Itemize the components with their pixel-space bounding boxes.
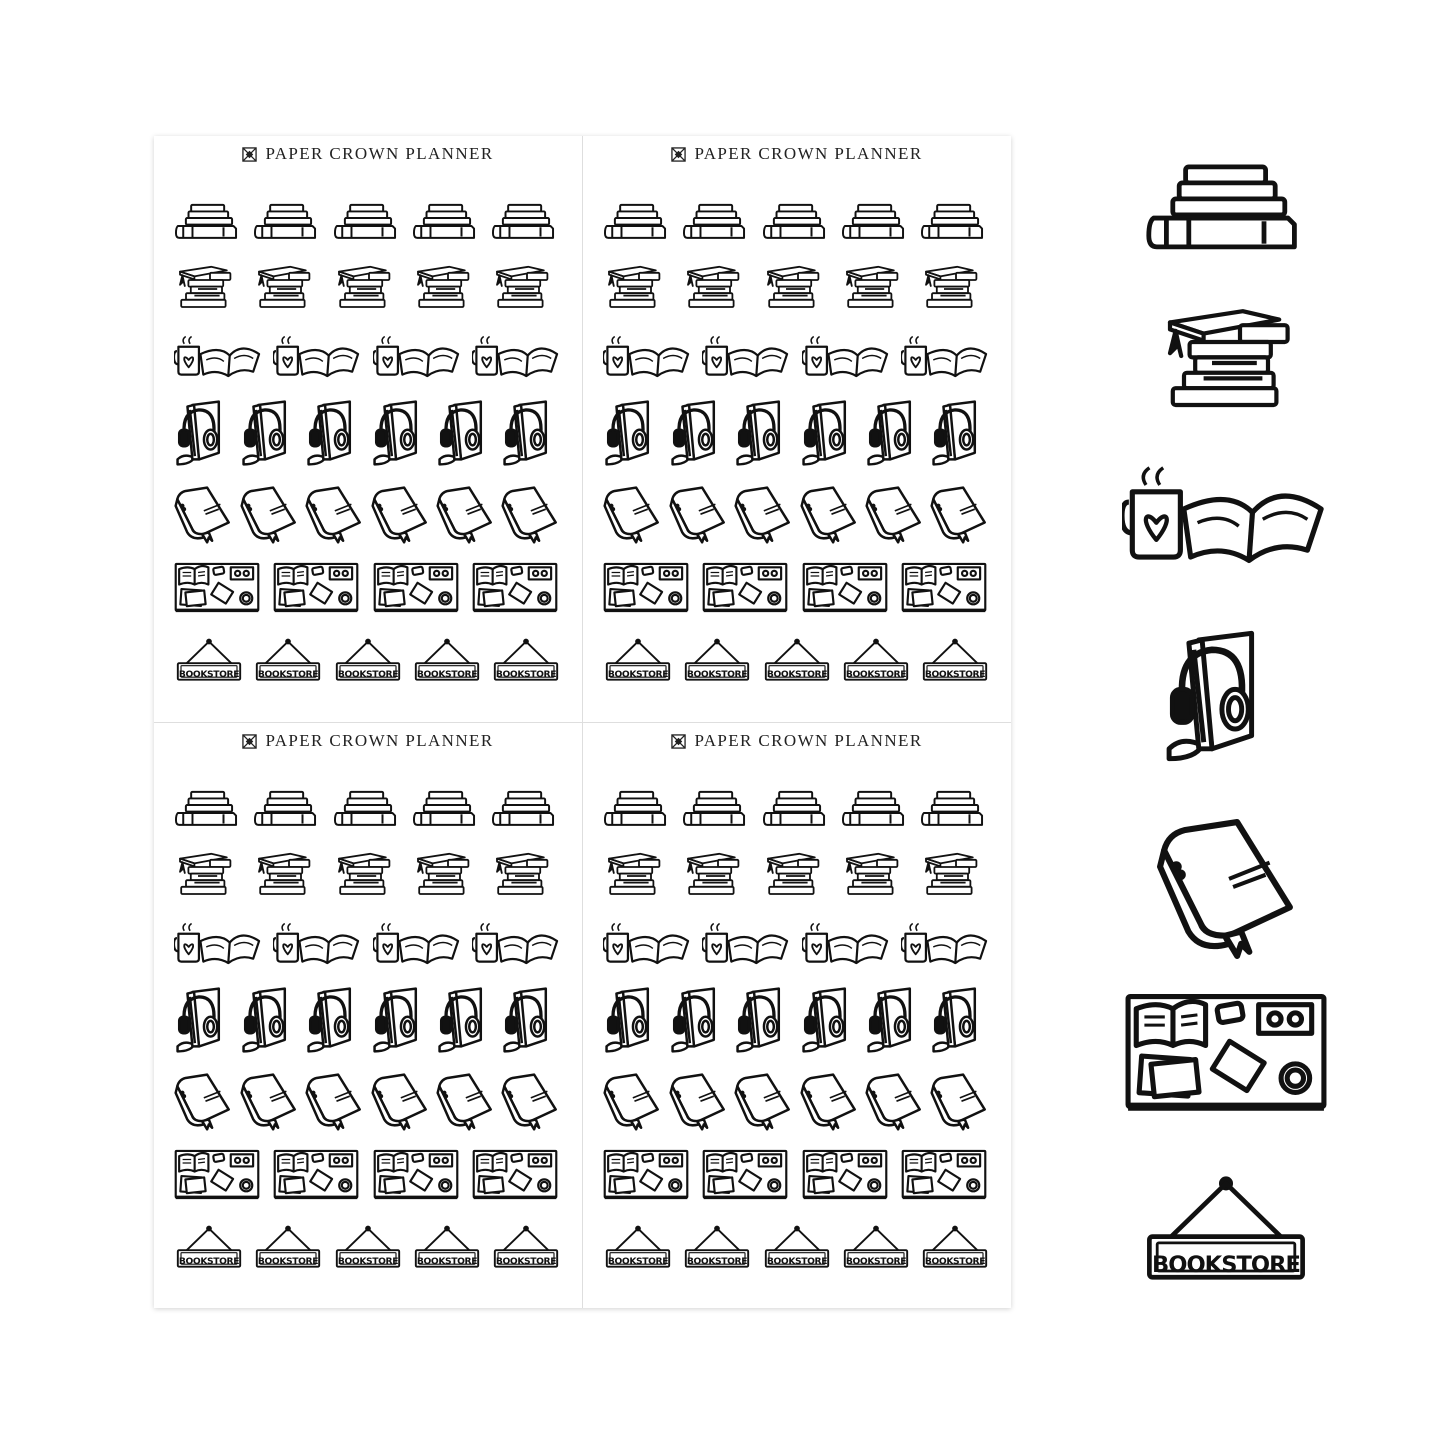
bookstore-sign-icon [603,1219,673,1275]
sticker-row-coffee-and-open-book [154,921,582,967]
messy-book-stack-icon [920,849,980,897]
coffee-open-book-icon [802,921,890,967]
headphones-book-icon [734,400,784,466]
reading-desk-icon [273,562,359,614]
sticker-sheet-quadrant-bottom-left [154,723,582,1309]
preview-headphones-book-icon [1162,630,1262,762]
messy-book-stack-icon [253,262,313,310]
bookstore-sign-icon [333,1219,403,1275]
sticker-row-coffee-and-open-book [583,921,1011,967]
messy-book-stack-icon [333,849,393,897]
messy-book-stack-icon [841,849,901,897]
headphones-book-icon [501,400,551,466]
closed-book-icon [305,1073,363,1131]
book-stack-icon [603,789,669,829]
book-stack-icon [762,789,828,829]
coffee-open-book-icon [472,921,560,967]
bookstore-sign-text: BOOKSTORE [416,1256,478,1268]
messy-book-stack-icon [174,262,234,310]
reading-desk-icon [702,1149,788,1201]
sticker-sheet-quadrant-top-right [583,136,1011,722]
headphones-book-icon [669,987,719,1053]
messy-book-stack-icon [253,849,313,897]
bookstore-sign-icon [841,1219,911,1275]
crown-square-logo-icon [671,147,686,162]
book-stack-icon [762,202,828,242]
coffee-open-book-icon [603,334,691,380]
sticker-row-messy-book-stack [154,849,582,897]
coffee-open-book-icon [174,921,262,967]
sticker-row-closed-book [154,486,582,544]
reading-desk-icon [802,562,888,614]
messy-book-stack-icon [762,262,822,310]
closed-book-icon [669,1073,727,1131]
book-stack-icon [333,789,399,829]
book-stack-icon [841,789,907,829]
book-stack-icon [174,202,240,242]
bookstore-sign-text: BOOKSTORE [845,669,907,681]
sticker-row-messy-book-stack [583,849,1011,897]
book-stack-icon [841,202,907,242]
brand-name: PAPER CROWN PLANNER [265,144,494,163]
headphones-book-icon [930,987,980,1053]
book-stack-icon [682,789,748,829]
coffee-open-book-icon [373,921,461,967]
bookstore-sign-text: BOOKSTORE [766,1256,828,1268]
sticker-row-bookstore-sign [583,632,1011,688]
bookstore-sign-icon [491,632,561,688]
coffee-open-book-icon [373,334,461,380]
book-stack-icon [333,202,399,242]
bookstore-sign-text: BOOKSTORE [178,1256,240,1268]
book-stack-icon [174,789,240,829]
reading-desk-icon [603,562,689,614]
closed-book-icon [800,486,858,544]
coffee-open-book-icon [472,334,560,380]
bookstore-sign-icon [603,632,673,688]
closed-book-icon [734,486,792,544]
messy-book-stack-icon [682,262,742,310]
preview-reading-desk-icon [1124,992,1328,1115]
closed-book-icon [603,1073,661,1131]
sticker-row-reading-desk [154,1149,582,1201]
coffee-open-book-icon [901,921,989,967]
bookstore-sign-text: BOOKSTORE [607,669,669,681]
reading-desk-icon [373,1149,459,1201]
bookstore-sign-icon [762,632,832,688]
bookstore-sign-icon [253,632,323,688]
bookstore-sign-text: BOOKSTORE [686,669,748,681]
sticker-row-book-stack [154,789,582,829]
closed-book-icon [800,1073,858,1131]
headphones-book-icon [371,987,421,1053]
sticker-row-coffee-and-open-book [154,334,582,380]
coffee-open-book-icon [901,334,989,380]
closed-book-icon [930,1073,988,1131]
bookstore-sign-text: BOOKSTORE [686,1256,748,1268]
sticker-preview-column [1100,140,1350,1320]
headphones-book-icon [240,400,290,466]
reading-desk-icon [901,1149,987,1201]
headphones-book-icon [669,400,719,466]
coffee-open-book-icon [273,334,361,380]
headphones-book-icon [865,987,915,1053]
crown-square-logo-icon [242,147,257,162]
bookstore-sign-icon [920,1219,990,1275]
brand-header [583,144,1011,164]
bookstore-sign-text: BOOKSTORE [337,1256,399,1268]
messy-book-stack-icon [841,262,901,310]
bookstore-sign-icon [920,632,990,688]
bookstore-sign-icon [412,1219,482,1275]
headphones-book-icon [174,987,224,1053]
bookstore-sign-icon [412,632,482,688]
messy-book-stack-icon [682,849,742,897]
sticker-row-bookstore-sign [154,632,582,688]
reading-desk-icon [174,1149,260,1201]
closed-book-icon [174,486,232,544]
book-stack-icon [412,202,478,242]
sticker-row-book-stack [583,202,1011,242]
closed-book-icon [174,1073,232,1131]
headphones-book-icon [501,987,551,1053]
closed-book-icon [669,486,727,544]
sticker-row-messy-book-stack [154,262,582,310]
closed-book-icon [603,486,661,544]
headphones-book-icon [240,987,290,1053]
brand-name: PAPER CROWN PLANNER [265,731,494,750]
coffee-open-book-icon [603,921,691,967]
headphones-book-icon [174,400,224,466]
bookstore-sign-text: BOOKSTORE [845,1256,907,1268]
sticker-row-reading-desk [583,562,1011,614]
closed-book-icon [501,486,559,544]
bookstore-sign-text: BOOKSTORE [495,669,557,681]
closed-book-icon [865,1073,923,1131]
headphones-book-icon [800,400,850,466]
crown-square-logo-icon [242,734,257,749]
sticker-row-closed-book [583,1073,1011,1131]
headphones-book-icon [865,400,915,466]
sticker-row-reading-desk [583,1149,1011,1201]
messy-book-stack-icon [333,262,393,310]
headphones-book-icon [305,987,355,1053]
bookstore-sign-icon [333,632,403,688]
brand-header [154,144,582,164]
closed-book-icon [930,486,988,544]
bookstore-sign-text: BOOKSTORE [337,669,399,681]
bookstore-sign-icon [253,1219,323,1275]
coffee-open-book-icon [273,921,361,967]
messy-book-stack-icon [920,262,980,310]
sticker-row-audiobook [583,987,1011,1053]
messy-book-stack-icon [603,262,663,310]
preview-coffee-open-book-icon [1122,462,1328,570]
headphones-book-icon [436,987,486,1053]
reading-desk-icon [901,562,987,614]
bookstore-sign-text: BOOKSTORE [495,1256,557,1268]
sticker-row-bookstore-sign [154,1219,582,1275]
headphones-book-icon [603,987,653,1053]
closed-book-icon [734,1073,792,1131]
book-stack-icon [253,789,319,829]
reading-desk-icon [174,562,260,614]
closed-book-icon [436,486,494,544]
reading-desk-icon [702,562,788,614]
book-stack-icon [682,202,748,242]
bookstore-sign-text: BOOKSTORE [766,669,828,681]
sticker-row-closed-book [583,486,1011,544]
brand-name: PAPER CROWN PLANNER [694,144,923,163]
sticker-row-book-stack [583,789,1011,829]
headphones-book-icon [305,400,355,466]
headphones-book-icon [930,400,980,466]
closed-book-icon [240,1073,298,1131]
coffee-open-book-icon [702,334,790,380]
reading-desk-icon [472,562,558,614]
book-stack-icon [920,202,986,242]
headphones-book-icon [436,400,486,466]
reading-desk-icon [373,562,459,614]
bookstore-sign-text: BOOKSTORE [257,1256,319,1268]
sticker-row-closed-book [154,1073,582,1131]
sticker-row-messy-book-stack [583,262,1011,310]
bookstore-sign-icon [491,1219,561,1275]
sticker-row-audiobook [583,400,1011,466]
sticker-row-reading-desk [154,562,582,614]
messy-book-stack-icon [762,849,822,897]
book-stack-icon [253,202,319,242]
reading-desk-icon [273,1149,359,1201]
preview-messy-book-stack-icon [1156,300,1296,412]
closed-book-icon [305,486,363,544]
sticker-sheet-quadrant-top-left [154,136,582,722]
sticker-row-audiobook [154,400,582,466]
coffee-open-book-icon [174,334,262,380]
reading-desk-icon [603,1149,689,1201]
brand-name: PAPER CROWN PLANNER [694,731,923,750]
crown-square-logo-icon [671,734,686,749]
book-stack-icon [491,789,557,829]
messy-book-stack-icon [412,849,472,897]
bookstore-sign-text: BOOKSTORE [924,1256,986,1268]
bookstore-sign-text: BOOKSTORE [1151,1251,1301,1278]
closed-book-icon [865,486,923,544]
headphones-book-icon [800,987,850,1053]
messy-book-stack-icon [603,849,663,897]
messy-book-stack-icon [491,849,551,897]
book-stack-icon [412,789,478,829]
preview-closed-book-icon [1156,818,1298,960]
messy-book-stack-icon [412,262,472,310]
bookstore-sign-text: BOOKSTORE [178,669,240,681]
headphones-book-icon [734,987,784,1053]
sticker-row-book-stack [154,202,582,242]
reading-desk-icon [802,1149,888,1201]
bookstore-sign-icon [841,632,911,688]
messy-book-stack-icon [174,849,234,897]
bookstore-sign-icon [682,1219,752,1275]
coffee-open-book-icon [702,921,790,967]
sticker-row-audiobook [154,987,582,1053]
bookstore-sign-icon [174,632,244,688]
bookstore-sign-text: BOOKSTORE [257,669,319,681]
brand-header [154,731,582,751]
sticker-sheet-quadrant-bottom-right [583,723,1011,1309]
brand-header [583,731,1011,751]
bookstore-sign-text: BOOKSTORE [924,669,986,681]
book-stack-icon [491,202,557,242]
sticker-row-bookstore-sign [583,1219,1011,1275]
bookstore-sign-text: BOOKSTORE [416,669,478,681]
closed-book-icon [240,486,298,544]
closed-book-icon [436,1073,494,1131]
bookstore-sign-text: BOOKSTORE [607,1256,669,1268]
bookstore-sign-icon [682,632,752,688]
messy-book-stack-icon [491,262,551,310]
headphones-book-icon [371,400,421,466]
sticker-sheet [154,136,1011,1308]
closed-book-icon [501,1073,559,1131]
bookstore-sign-icon [762,1219,832,1275]
coffee-open-book-icon [802,334,890,380]
preview-book-stack-icon [1144,160,1304,257]
closed-book-icon [371,1073,429,1131]
headphones-book-icon [603,400,653,466]
closed-book-icon [371,486,429,544]
book-stack-icon [603,202,669,242]
reading-desk-icon [472,1149,558,1201]
preview-bookstore-sign-icon [1140,1160,1312,1298]
bookstore-sign-icon [174,1219,244,1275]
book-stack-icon [920,789,986,829]
sticker-row-coffee-and-open-book [583,334,1011,380]
